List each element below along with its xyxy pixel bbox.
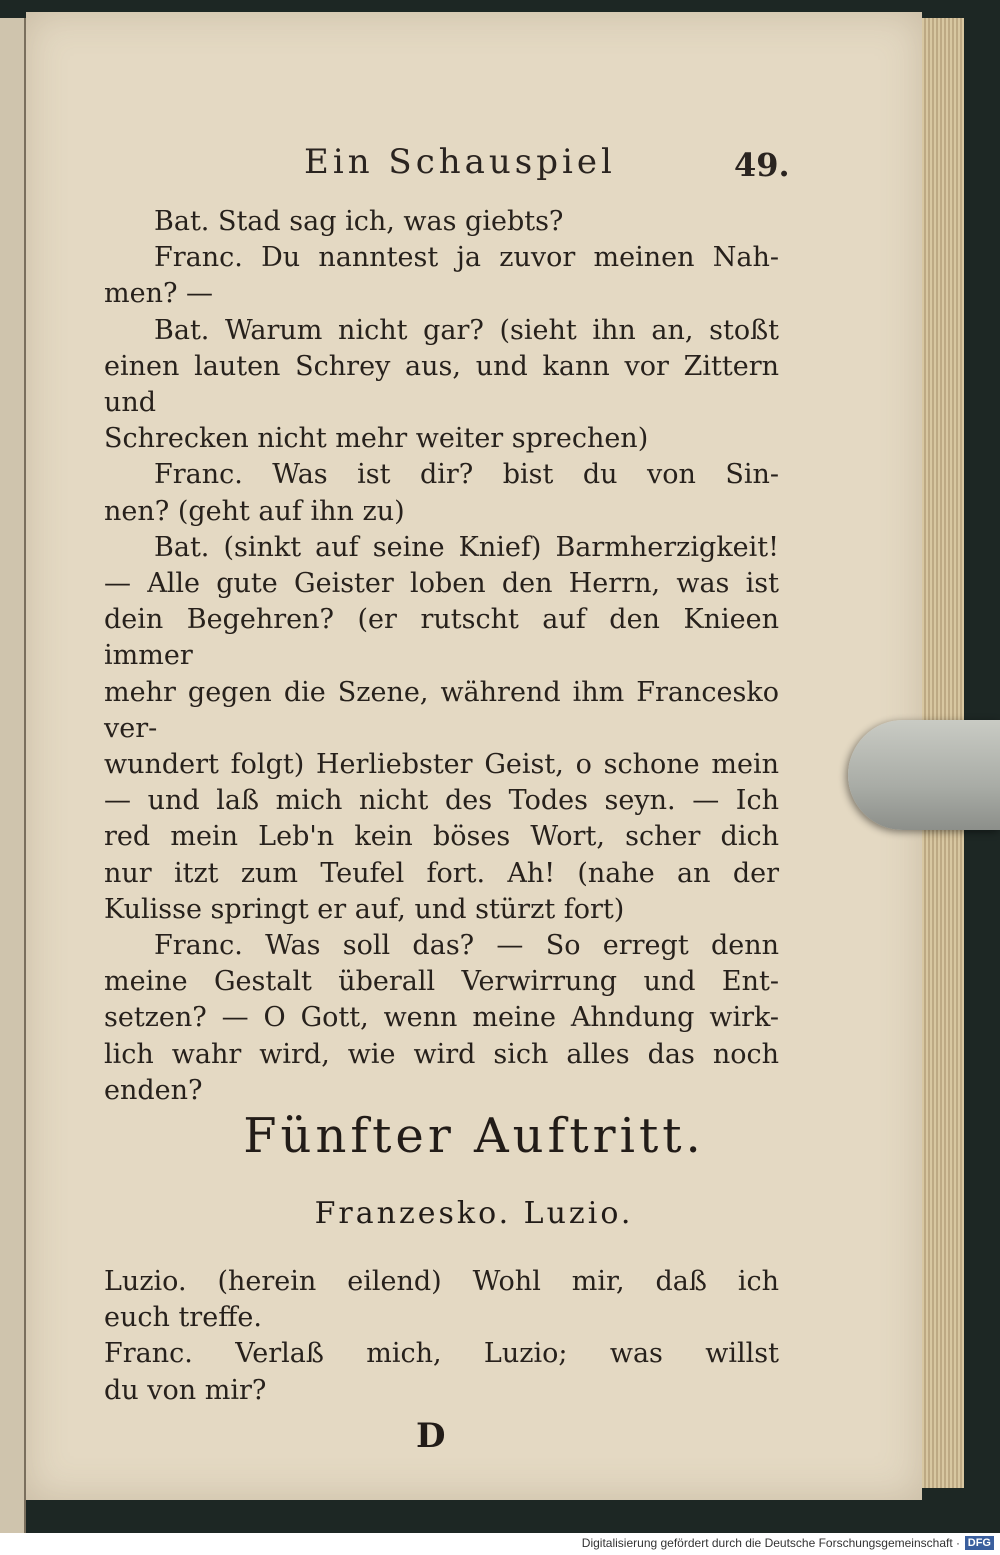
text-line: — Alle gute Geister loben den Herrn, was ist [104,568,779,600]
text-line: Kulisse springt er auf, und stürzt fort) [104,893,625,925]
page-number: 49. [734,146,790,184]
text-line: Bat. Warum nicht gar? (sieht ihn an, stoßt [154,314,779,346]
text-line: dein Begehren? (er rutscht auf den Knieen immer [104,604,779,672]
facing-page-edge [0,18,26,1533]
dialogue-text [104,204,779,1109]
text-line: Franc. Du nanntest ja zuvor meinen Nah- [154,242,779,274]
scanner-thumb-holder [848,720,1000,830]
text-line: mehr gegen die Szene, während ihm Francesko ver- [104,676,779,744]
scene-title: Fünfter Auftritt. [243,1108,705,1164]
text-line: du von mir? [104,1374,267,1406]
text-line: lich wahr wird, wie wird sich alles das noch [104,1038,779,1070]
text-line: enden? [104,1074,203,1106]
dialogue-text-continued [104,1264,779,1409]
text-line: einen lauten Schrey aus, und kann vor Zittern und [104,350,779,419]
text-line: setzen? — O Gott, wenn meine Ahndung wirk- [104,1002,779,1034]
page-header [26,142,922,192]
scene-persons: Franzesko. Luzio. [314,1196,634,1231]
running-title: Ein Schauspiel [304,142,616,182]
text-line: Bat. (sinkt auf seine Knief) Barmherzigkeit! [154,531,779,563]
text-line: Luzio. (herein eilend) Wohl mir, daß ich [104,1266,779,1297]
text-line: Schrecken nicht mehr weiter sprechen) [104,423,649,455]
signature-mark: D [416,1416,446,1456]
text-line: Franc. Verlaß mich, Luzio; was willst [104,1338,779,1370]
funding-note: Digitalisierung gefördert durch die Deutsche Forschungsgemeinschaft · [581,1536,960,1550]
footer-bar [0,1533,1000,1555]
book-page [26,12,922,1500]
text-line: red mein Leb'n kein böses Wort, scher dich [104,821,779,853]
text-line: Franc. Was ist dir? bist du von Sin- [154,459,779,491]
text-line: wundert folgt) Herliebster Geist, o schone mein [104,749,779,781]
text-line: nur itzt zum Teufel fort. Ah! (nahe an der [104,857,779,889]
dfg-logo-icon: DFG [965,1536,994,1550]
text-line: — und laß mich nicht des Todes seyn. — Ich [104,785,779,817]
text-line: Franc. Was soll das? — So erregt denn [154,930,779,962]
text-line: Bat. Stad sag ich, was giebts? [154,206,564,237]
text-line: euch treffe. [104,1302,262,1334]
text-line: meine Gestalt überall Verwirrung und Ent- [104,966,779,998]
text-line: nen? (geht auf ihn zu) [104,495,405,527]
text-line: men? — [104,278,214,310]
